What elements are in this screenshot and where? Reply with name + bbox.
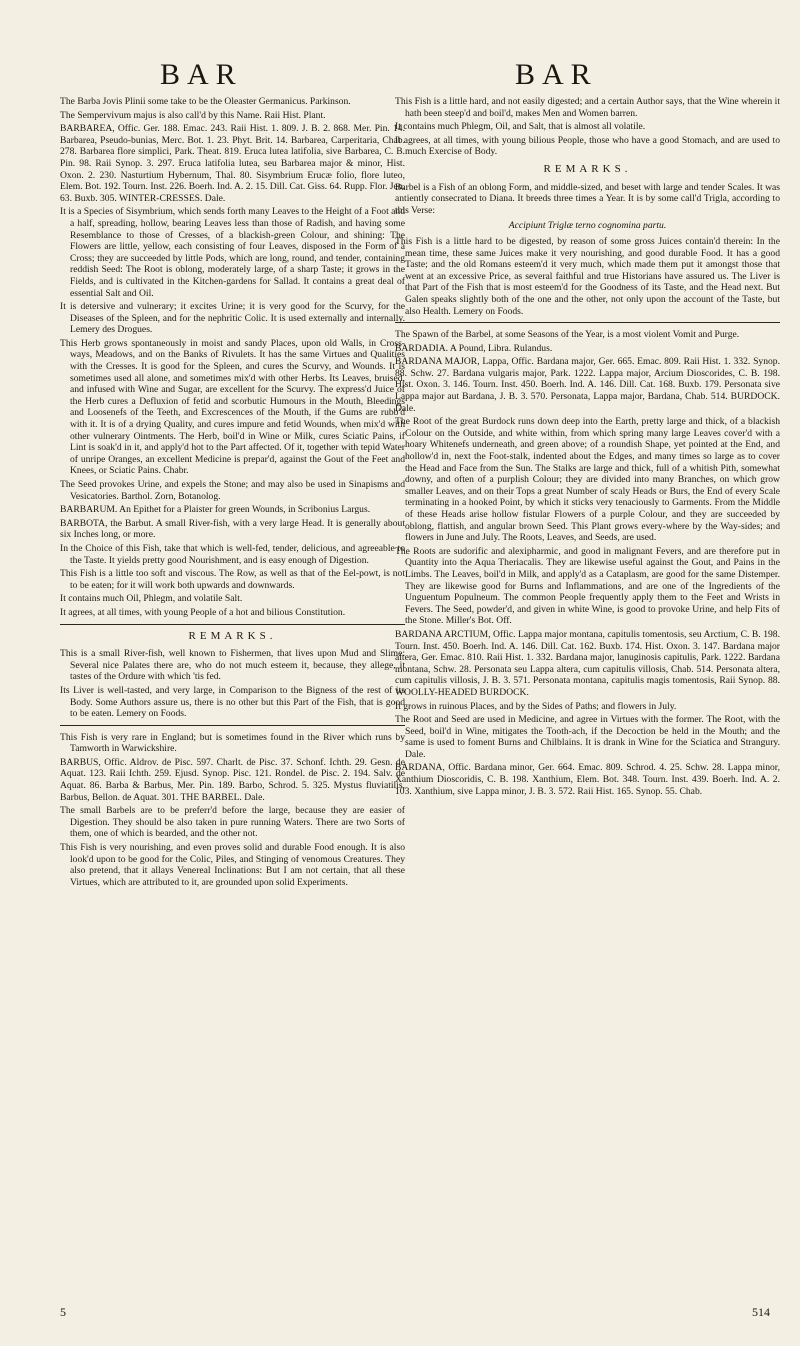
- running-head-left: BAR: [160, 58, 243, 91]
- body-paragraph: This Herb grows spontaneously in moist and sandy Places, upon old Walls, in Cross-ways, Meadows, and on the Banks of Rivulets. It has the same Virtues and Qualities with the Cresses. It is good for the Spleen, and cures the Scurvy, and Wounds. It is sometimes used all alone, and sometimes mix'd with other Herbs. Its Leaves, bruised, and infused with Wine and Sugar, are excellent for the Scurvy. The express'd Juice of the Herb cures a Defluxion of fetid and scorbutic Humours in the Mouth, Bleedings and Loosenefs of the Teeth, and Excrescences of the Mouth, if the Gums are rubb'd with it. It is of a drying Quality, and cures impure and fetid Wounds, when mix'd with other vulnerary Ointments. The Herb, boil'd in Wine or Milk, cures Sciatic Pains, if Lint is soak'd in it, and apply'd hot to the Part affected. Of it, together with tepid Water of unripe Oranges, an excellent Medicine is prepar'd, against the Gout of the Feet and Knees, or Sciatic Pains. Chabr.: [60, 337, 405, 477]
- section-divider: [395, 322, 780, 323]
- body-paragraph: The Root and Seed are used in Medicine, and agree in Virtues with the former. The Root, with the Seed, boil'd in Wine, mitigates the Tooth-ach, if the Decoction be held in the Mouth; and the same is used to foment Burns and Chilblains. It is drank in Wine for the Sciatica and Strangury. Dale.: [395, 714, 780, 760]
- entry-paragraph: The Barba Jovis Plinii some take to be the Oleaster Germanicus. Parkinson.: [60, 96, 351, 107]
- body-paragraph: The Spawn of the Barbel, at some Seasons of the Year, is a most violent Vomit and Purge.: [395, 329, 740, 341]
- entry-paragraph: BARBOTA, the Barbut. A small River-fish, with a very large Head. It is generally about six Inches long, or more.: [60, 517, 405, 541]
- body-paragraph: This Fish is a little too soft and viscous. The Row, as well as that of the Eel-powt, is not to be eaten; for it will work both upwards and downwards.: [60, 568, 405, 591]
- section-divider: [60, 725, 405, 726]
- body-paragraph: In the Choice of this Fish, take that which is well-fed, tender, delicious, and agreeable to the Taste. It yields pretty good Nourishment, and is easy enough of Digestion.: [60, 542, 405, 566]
- remarks-heading: REMARKS.: [543, 162, 632, 175]
- body-paragraph: It contains much Phlegm, Oil, and Salt, that is almost all volatile.: [395, 121, 646, 133]
- body-paragraph: This Fish is a little hard to be digested, by reason of some gross Juices contain'd therein: In the mean time, these same Juices make it very nourishing, and good durable Food. It has a good Taste; and the old Romans esteem'd it very much, which made them put it amongst those that went at an excessive Price, as several faithful and true Historians have assured us. The Liver is that Part of the Fish that is most esteem'd for the Goodness of its Taste, and the Head next. But Galen speaks slightly both of the one and the other, not only upon the account of the Taste, but also Health. Lemery on Foods.: [395, 235, 780, 317]
- verse-line: Accipiunt Triglæ terno cognomina partu.: [508, 220, 667, 232]
- body-paragraph: It is a Species of Sisymbrium, which sends forth many Leaves to the Height of a Foot and a half, spreading, hollow, bearing Leaves less than those of Radish, and having some Resemblance to those of Cresses, of a blackish-green Colour, and shining: The Flowers are little, yellow, each consisting of four Leaves, disposed in the Form of a Cross; they are succeeded by little Pods, which are long, round, and tender, containing reddish Seed: The Root is oblong, moderately large, of a sharp Taste; it grows in the Fields, and is cultivated in the Kitchen-gardens for Sallad. It contains a great deal of essential Salt and Oil.: [60, 206, 405, 299]
- body-paragraph: The Root of the great Burdock runs down deep into the Earth, pretty large and thick, of a blackish Colour on the Outside, and white within, from which spring many large Leaves cover'd with a hoary Whitenefs underneath, and green above; of a roundish Shape, yet pointed at the End, and hollow'd in, next the Foot-stalk, indented about the Edges, and many times so large as to cover the Head and Face from the Sun. The Stalks are large and thick, full of a whitish Pith, somewhat downy, and often of a purplish Colour; they are divided into many Branches, on which grow smaller Leaves, and on their Tops a great Number of scaly Heads or Burs, the End of every Scale terminating in a hooked Point, by which it sticks very tenaciously to Garments. From the Middle of these Heads arise hollow fistular Flowers of a purple Colour, and they are succeeded by oblong, flattish, and angular brown Seed. This Plant grows every-where by the Way-sides; and flowers in June and July. The Roots, Leaves, and Seeds, are used.: [395, 416, 780, 544]
- body-paragraph: It contains much Oil, Phlegm, and volatile Salt.: [60, 593, 243, 605]
- section-divider: [60, 624, 405, 625]
- signature-mark: 5: [60, 1305, 66, 1319]
- entry-paragraph: BARBARUM. An Epithet for a Plaister for green Wounds, in Scribonius Largus.: [60, 504, 371, 516]
- entry-paragraph: BARDANA, Offic. Bardana minor, Ger. 664. Emac. 809. Schrod. 4. 25. Schw. 28. Lappa minor, Xanthium Dioscoridis, C. B. 198. Xanthium, Elem. Bot. 348. Tourn. Inst. 439. Boerh. Ind. A. 2. 103. Xanthium, sive Lappa minor, J. B. 3. 572. Raii Hist. 165. Synop. 55. Chab.: [395, 762, 780, 797]
- body-paragraph: The small Barbels are to be preferr'd before the large, because they are easier of Digestion. They should be also taken in pure running Waters. There are two Sorts of them, one of which is bearded, and the other not.: [60, 805, 405, 840]
- body-paragraph: This is a small River-fish, well known to Fishermen, that lives upon Mud and Slime: Several nice Palates there are, who do not much esteem it, because, they allege, it tastes of the Ordure with which 'tis fed.: [60, 648, 405, 683]
- right-column: [395, 96, 780, 799]
- running-head-right: BAR: [515, 58, 598, 91]
- body-paragraph: This Fish is very nourishing, and even proves solid and durable Food enough. It is also look'd upon to be good for the Colic, Piles, and Stinging of venomous Creatures. They also pretend, that it allays Venereal Inclinations: But I am not certain, that all these Virtues, which are attributed to it, are grounded upon solid Experiments.: [60, 842, 405, 888]
- body-paragraph: It agrees, at all times, with young People of a hot and bilious Constitution.: [60, 606, 346, 618]
- body-paragraph: The Roots are sudorific and alexipharmic, and good in malignant Fevers, and are therefore put in Quantity into the Aqua Theriacalis. They are likewise useful against the Gout, and Pains in the Limbs. The Leaves, boil'd in Milk, and apply'd as a Cataplasm, are good for the same Distemper. They are likewise good for Burns and Inflammations, and are one of the Ingredients of the Unguentum Populneum. The common People frequently apply them to the Feet and Wrists in Fevers. The Seed, powder'd, and given in white Wine, is good to provoke Urine, and help Fits of the Stone. Miller's Bot. Off.: [395, 545, 780, 627]
- body-paragraph: It agrees, at all times, with young bilious People, those who have a good Stomach, and are used to much Exercise of Body.: [395, 134, 780, 158]
- entry-paragraph: Barbel is a Fish of an oblong Form, and middle-sized, and beset with large and tender Scales. It was antiently consecrated to Diana. It breeds three times a Year. It is by some call'd Trigla, according to this Verse:: [395, 181, 780, 216]
- body-paragraph: This Fish is a little hard, and not easily digested; and a certain Author says, that the Wine wherein it hath been steep'd and boil'd, makes Men and Women barren.: [395, 96, 780, 119]
- entry-paragraph: BARDADIA. A Pound, Libra. Rulandus.: [395, 342, 553, 354]
- catchword: 514: [752, 1305, 770, 1319]
- entry-paragraph: BARDANA ARCTIUM, Offic. Lappa major montana, capitulis tomentosis, seu Arctium, C. B. 198. Tourn. Inst. 450. Boerh. Ind. A. 146. Dill. Cat. 162. Buxb. 174. Hist. Oxon. 3. 147. Bardana major altera, Ger. Emac. 810. Raii Hist. 1. 332. Bardana major, lanuginosis capitulis, Park. 1222. Bardana montana, Schw. 28. Personata seu Lappa altera, cum capitulis villosis, Chab. 514. Personata altera, cum capitulis villosis, J. B. 3. 571. Personata montana, capitulis magis tomentosis, Raii Synop. 88. WOOLLY-HEADED BURDOCK.: [395, 628, 780, 698]
- body-paragraph: It grows in ruinous Places, and by the Sides of Paths; and flowers in July.: [395, 700, 677, 712]
- left-column: [60, 96, 405, 890]
- remarks-heading: REMARKS.: [188, 629, 277, 642]
- body-paragraph: The Seed provokes Urine, and expels the Stone; and may also be used in Sinapisms and Vesicatories. Barthol. Zorn, Botanolog.: [60, 479, 405, 502]
- body-paragraph: It is detersive and vulnerary; it excites Urine; it is very good for the Scurvy, for the Diseases of the Spleen, and for the nephritic Colic. It is used externally and internally. Lemery des Drogues.: [60, 301, 405, 336]
- entry-paragraph: BARBUS, Offic. Aldrov. de Pisc. 597. Charlt. de Pisc. 37. Schonf. Ichth. 29. Gesn. de Aquat. 123. Raii Ichth. 259. Ejusd. Synop. Pisc. 121. Rondel. de Pisc. 2. 194. Salv. de Aquat. 86. Barba & Barbus, Mer. Pin. 189. Barbo, Schrod. 5. 325. Mystus fluviatilis, Barbus, Bellon. de Aquat. 301. THE BARBEL. Dale.: [60, 756, 405, 803]
- entry-paragraph: The Sempervivum majus is also call'd by this Name. Raii Hist. Plant.: [60, 109, 326, 121]
- entry-paragraph: BARBAREA, Offic. Ger. 188. Emac. 243. Raii Hist. 1. 809. J. B. 2. 868. Mer. Pin. 14. Barbarea, Pseudo-bunias, Merc. Bot. 1. 23. Phyt. Brit. 14. Barbarea, Carperitaria, Chab. 278. Barbarea flore simplici, Park. Theat. 819. Eruca lutea latifolia, sive Barbarea, C. B. Pin. 98. Raii Synop. 3. 297. Eruca latifolia lutea, seu Barbarea major & minor, Hist. Oxon. 2. 230. Nasturtium Hybernum, Thal. 80. Sisymbrium Erucæ folio, flore luteo, Elem. Bot. 192. Tourn. Inst. 226. Boerh. Ind. A. 2. 15. Dill. Cat. Giss. 64. Rupp. Flor. Jen. 63. Buxb. 305. WINTER-CRESSES. Dale.: [60, 123, 405, 204]
- entry-paragraph: BARDANA MAJOR, Lappa, Offic. Bardana major, Ger. 665. Emac. 809. Raii Hist. 1. 332. Synop. 88. Schw. 27. Bardana vulgaris major, Park. 1222. Lappa major, Arcium Dioscorides, C. B. 198. Hist. Oxon. 3. 146. Tourn. Inst. 450. Boerh. Ind. A. 146. Dill. Cat. 168. Buxb. 179. Personata sive Lappa major aut Bardana, J. B. 3. 570. Personata, Lappa major, Bardana, Chab. 514. BURDOCK. Dale.: [395, 356, 780, 414]
- body-paragraph: Its Liver is well-tasted, and very large, in Comparison to the Bigness of the rest of its Body. Some Authors assure us, there is no other but this Part of the Fish, that is good to be eaten. Lemery on Foods.: [60, 684, 405, 720]
- body-paragraph: This Fish is very rare in England; but is sometimes found in the River which runs by Tamworth in Warwickshire.: [60, 731, 405, 755]
